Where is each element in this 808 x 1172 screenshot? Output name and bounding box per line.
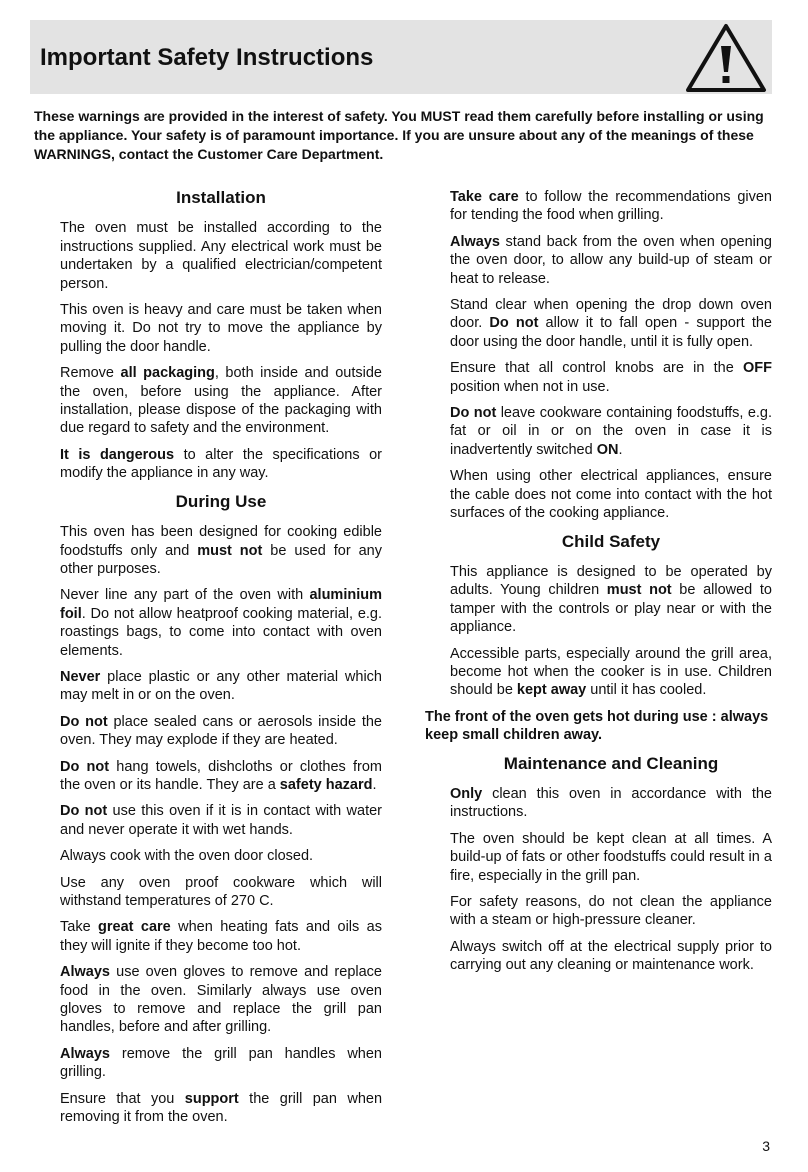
paragraph: It is dangerous to alter the specifications or modify the appliance in any way. bbox=[60, 446, 382, 482]
paragraph: Use any oven proof cookware which will withstand temperatures of 270 C. bbox=[60, 874, 382, 909]
intro-warning: These warnings are provided in the interest of safety. You MUST read them carefully before installing or using the appliance. Your safety is of paramount importance. If you are unsure about any of the meanings of these WARNINGS, contact the Customer Care Department. bbox=[34, 108, 764, 162]
paragraph: Only clean this oven in accordance with the instructions. bbox=[450, 785, 772, 821]
paragraph: Always use oven gloves to remove and replace food in the oven. Similarly always use oven gloves to remove and replace the grill pan handles, before and after grilling. bbox=[60, 964, 382, 1036]
paragraph: The oven should be kept clean at all times. A build-up of fats or other foodstuffs could result in a fire, especially in the grill pan. bbox=[450, 830, 772, 884]
paragraph: Do not place sealed cans or aerosols inside the oven. They may explode if they are heated. bbox=[60, 713, 382, 749]
paragraph: When using other electrical appliances, ensure the cable does not come into contact with the hot surfaces of the cooking appliance. bbox=[450, 468, 772, 522]
paragraph: Take care to follow the recommendations given for tending the food when grilling. bbox=[450, 189, 772, 224]
paragraph: Do not use this oven if it is in contact with water and never operate it with wet hands. bbox=[60, 803, 383, 838]
header-banner bbox=[30, 20, 772, 94]
paragraph: This appliance is designed to be operated by adults. Young children must not be allowed to tamper with the controls or play near or with the appliance. bbox=[450, 563, 772, 636]
heading-installation: Installation bbox=[176, 188, 266, 207]
paragraph: Take great care when heating fats and oils as they will ignite if they become too hot. bbox=[60, 919, 382, 954]
paragraph: Never line any part of the oven with aluminium foil. Do not allow heatproof cooking material, e.g. roastings bags, to come into contact with oven elements. bbox=[60, 587, 382, 659]
paragraph: Ensure that you support the grill pan when removing it from the oven. bbox=[60, 1090, 383, 1126]
paragraph: Never place plastic or any other material which may melt in or on the oven. bbox=[60, 668, 382, 704]
child-hot-warning: The front of the oven gets hot during use : always keep small children away. bbox=[425, 708, 769, 744]
paragraph: Do not hang towels, dishcloths or clothes from the oven or its handle. They are a safety hazard. bbox=[60, 758, 382, 793]
paragraph: Always stand back from the oven when opening the oven door, to allow any build-up of steam or heat to release. bbox=[450, 233, 772, 287]
paragraph: This oven has been designed for cooking edible foodstuffs only and must not be used for any other purposes. bbox=[60, 524, 382, 577]
paragraph: Remove all packaging, both inside and outside the oven, before using the appliance. After installation, please dispose of the packaging with due regard to safety and the environment. bbox=[60, 365, 383, 437]
paragraph: The oven must be installed according to the instructions supplied. Any electrical work must be undertaken by a qualified electrician/competent person. bbox=[60, 220, 382, 292]
paragraph: Always cook with the oven door closed. bbox=[60, 848, 314, 865]
paragraph: This oven is heavy and care must be taken when moving it. Do not try to move the appliance by pulling the door handle. bbox=[60, 302, 382, 355]
paragraph: Ensure that all control knobs are in the OFF position when not in use. bbox=[450, 360, 772, 395]
paragraph: Always remove the grill pan handles when grilling. bbox=[60, 1045, 382, 1081]
paragraph: Always switch off at the electrical supply prior to carrying out any cleaning or maintenance work. bbox=[450, 938, 772, 974]
page-title: Important Safety Instructions bbox=[40, 44, 374, 71]
warning-triangle-icon bbox=[684, 20, 768, 94]
paragraph: Stand clear when opening the drop down oven door. Do not allow it to fall open - support the door using the door handle, until it is fully open. bbox=[450, 297, 772, 350]
right-column bbox=[425, 188, 773, 983]
left-column bbox=[60, 187, 382, 1134]
heading-during-use: During Use bbox=[175, 491, 267, 511]
heading-maintenance: Maintenance and Cleaning bbox=[503, 753, 719, 773]
paragraph: For safety reasons, do not clean the appliance with a steam or high-pressure cleaner. bbox=[450, 894, 772, 929]
heading-child-safety: Child Safety bbox=[561, 531, 661, 551]
paragraph: Do not leave cookware containing foodstuffs, e.g. fat or oil in or on the oven in case it is inadvertently switched ON. bbox=[450, 405, 773, 458]
page-number: 3 bbox=[762, 1138, 770, 1154]
paragraph: Accessible parts, especially around the grill area, become hot when the cooker is in use. Children should be kept away until it has cooled. bbox=[450, 645, 772, 699]
